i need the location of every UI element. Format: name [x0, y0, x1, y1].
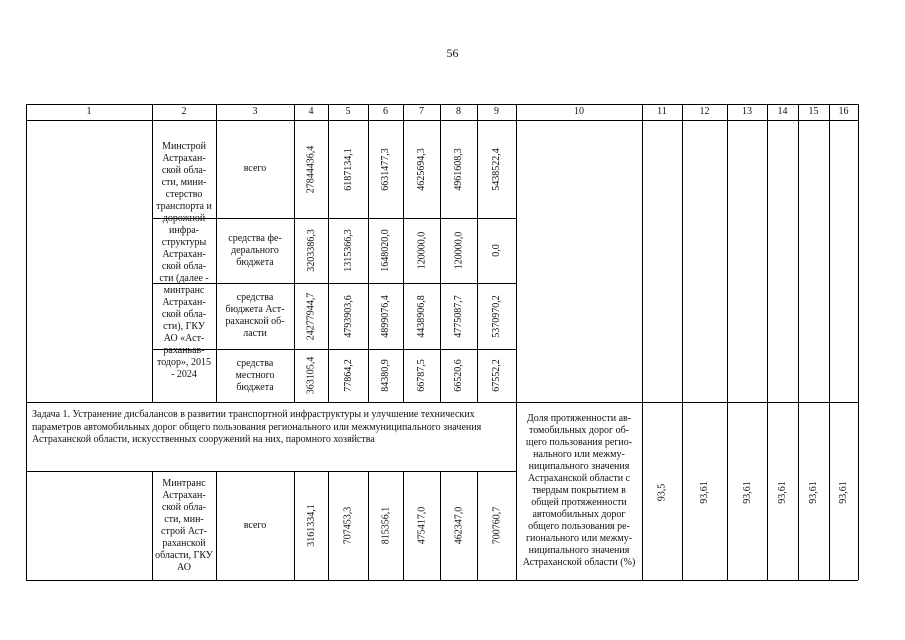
amount-value: 363105,4	[305, 356, 317, 395]
table-rule	[26, 580, 858, 581]
amount-value: 700760,7	[491, 506, 502, 545]
amount-cell	[368, 349, 403, 402]
column-number: 10	[574, 106, 584, 117]
amount-cell	[440, 283, 477, 349]
amount-value: 6187134,1	[342, 147, 354, 191]
indicator-value-cell	[798, 442, 829, 542]
column-number: 1	[86, 106, 92, 117]
funding-source-label: средства фе-дерального бюджета	[228, 232, 282, 268]
amount-value: 120000,0	[453, 231, 464, 270]
indicator-description: Доля протяженности ав-томобильных дорог об-щего пользования регио-нального или межму-ниципального значения Астраханской области с твердым покрытием в общей протяженности автомобильных дорог общего пользования ре-гионального или межму-ниципального значения Астраханской области (%)	[522, 413, 636, 568]
amount-value: 77864,2	[342, 359, 354, 392]
amount-cell	[328, 218, 368, 283]
amount-value: 24277944,7	[305, 292, 317, 340]
executor-cell: Минстрой Астрахан-ской обла-сти, мини-стерство транспорта и дорожной инфра-структуры Астрахан-ской обла-сти (далее - минтранс Астрахан-ской обла-сти), ГКУ АО «Аст-раханьав-тодор», 2015 - 2024	[156, 141, 212, 380]
indicator-value-cell	[727, 442, 767, 542]
amount-value: 4775087,7	[453, 294, 464, 338]
amount-value: 5370970,2	[491, 294, 502, 338]
table-rule	[152, 471, 153, 580]
amount-value: 3161334,1	[305, 504, 317, 547]
amount-cell	[328, 349, 368, 402]
amount-cell	[477, 120, 516, 218]
amount-cell	[403, 349, 440, 402]
indicator-value-cell	[829, 442, 858, 542]
amount-value: 475417,0	[416, 506, 427, 545]
column-number: 12	[699, 106, 710, 117]
amount-value: 66520,6	[453, 359, 464, 392]
amount-cell	[368, 471, 403, 580]
indicator-value: 93,61	[838, 480, 849, 504]
task-description: Задача 1. Устранение дисбалансов в развитии транспортной инфраструктуры и улучшение технических параметров автомобильных дорог общего пользования регионального или межмуниципального значения Астраханской области, искусственных сооружений на них, паромного хозяйства	[32, 409, 482, 445]
column-number: 9	[494, 106, 499, 117]
indicator-value: 93,5	[656, 483, 668, 501]
amount-cell	[328, 283, 368, 349]
amount-value: 4961608,3	[453, 147, 464, 191]
amount-cell	[368, 218, 403, 283]
column-number: 6	[383, 106, 388, 117]
indicator-value-cell	[682, 442, 727, 542]
amount-cell	[440, 471, 477, 580]
amount-value: 815356,1	[380, 506, 391, 545]
amount-cell	[328, 471, 368, 580]
amount-value: 67552,2	[491, 359, 502, 392]
column-number: 5	[345, 106, 351, 117]
amount-value: 6631477,3	[380, 147, 391, 191]
executor-cell: Минтранс Астрахан-ской обла-сти, мин-строй Аст-раханской области, ГКУ АО	[155, 477, 213, 573]
amount-cell	[294, 283, 328, 349]
amount-value: 4438906,8	[416, 294, 427, 338]
amount-value: 4899076,4	[380, 294, 391, 338]
amount-cell	[477, 218, 516, 283]
funding-source-label: средства бюджета Аст-раханской об-ласти	[225, 292, 285, 339]
amount-cell	[368, 283, 403, 349]
indicator-value: 93,61	[777, 480, 788, 504]
column-number: 11	[657, 106, 667, 117]
column-number: 2	[181, 106, 187, 117]
page-number: 56	[446, 46, 459, 60]
column-number: 16	[838, 106, 849, 117]
amount-cell	[477, 471, 516, 580]
amount-value: 5438522,4	[491, 147, 502, 191]
funding-source-label: всего	[243, 163, 267, 174]
table-rule	[26, 104, 27, 580]
table-rule	[152, 104, 153, 402]
amount-value: 0,0	[491, 244, 502, 257]
table-rule	[26, 402, 858, 403]
amount-cell	[440, 120, 477, 218]
amount-value: 707453,3	[342, 506, 354, 545]
amount-cell	[477, 349, 516, 402]
amount-value: 1315366,3	[342, 229, 354, 272]
amount-cell	[403, 283, 440, 349]
amount-cell	[403, 120, 440, 218]
amount-cell	[440, 349, 477, 402]
amount-value: 3203386,3	[305, 229, 317, 272]
amount-value: 120000,0	[416, 231, 427, 270]
amount-cell	[294, 471, 328, 580]
funding-source-label: всего	[243, 519, 267, 531]
amount-cell	[294, 120, 328, 218]
table-rule	[858, 104, 859, 580]
column-number: 8	[456, 106, 461, 117]
amount-cell	[294, 349, 328, 402]
amount-cell	[328, 120, 368, 218]
table-rule	[516, 104, 517, 580]
amount-value: 462347,0	[453, 506, 464, 545]
column-number: 7	[419, 106, 424, 117]
indicator-value-cell	[642, 442, 682, 542]
amount-cell	[477, 283, 516, 349]
indicator-value: 93,61	[741, 480, 753, 504]
amount-cell	[440, 218, 477, 283]
amount-cell	[403, 218, 440, 283]
amount-value: 1648020,0	[380, 229, 391, 272]
amount-cell	[403, 471, 440, 580]
amount-value: 66787,5	[416, 359, 427, 392]
amount-value: 84380,9	[380, 359, 391, 392]
funding-source-label: средства местного бюджета	[235, 357, 275, 393]
column-number: 14	[777, 106, 788, 117]
amount-cell	[294, 218, 328, 283]
amount-value: 4793903,6	[342, 294, 354, 338]
column-number: 4	[308, 106, 314, 117]
indicator-value-cell	[767, 442, 798, 542]
indicator-value: 93,61	[699, 480, 710, 504]
amount-cell	[368, 120, 403, 218]
column-number: 15	[808, 106, 819, 117]
table-rule	[216, 471, 217, 580]
column-number: 3	[252, 106, 258, 117]
indicator-value: 93,61	[808, 480, 819, 504]
table-rule	[216, 104, 217, 402]
amount-value: 4625694,3	[416, 147, 427, 191]
amount-value: 27844436,4	[305, 145, 317, 193]
column-number: 13	[742, 106, 752, 117]
